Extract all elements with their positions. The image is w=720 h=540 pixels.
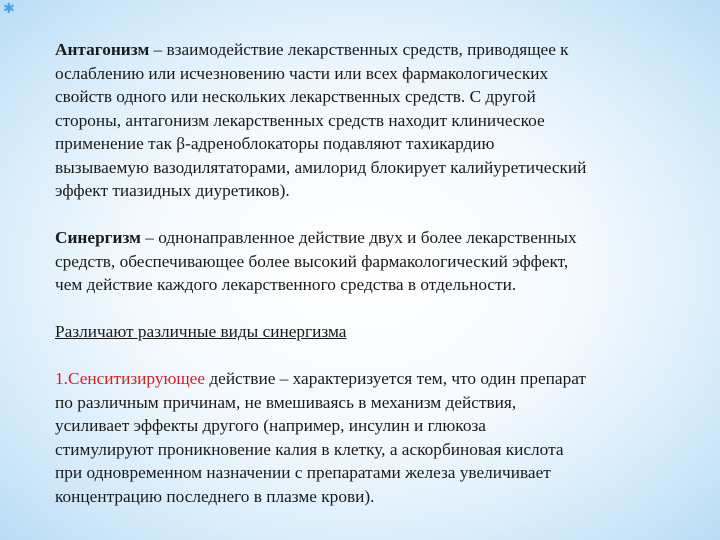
synergism-paragraph [55,226,685,297]
antagonism-line-1: – взаимодействие лекарственных средств, приводящее к [149,40,569,59]
antagonism-line-6: вызываемую вазодилятаторами, амилорид блокирует калийуретический [55,157,587,177]
antagonism-line-4: стороны, антагонизм лекарственных средств находит клиническое [55,110,545,130]
antagonism-line-7: эффект тиазидных диуретиков). [55,181,290,200]
sensitizing-line-5: при одновременном назначении с препаратами железа увеличивает [55,463,551,482]
corner-star-icon: ✱ [3,1,15,17]
antagonism-line-2: ослаблению или исчезновению части или всех фармакологических [55,63,549,83]
antagonism-paragraph [55,38,685,203]
antagonism-term: Антагонизм [55,40,150,59]
paragraph-spacer [55,203,685,227]
slide-text-body [55,38,685,508]
sensitizing-line-2: по различным причинам, не вмешиваясь в механизм действия, [55,392,517,412]
synergism-line-3: чем действие каждого лекарственного средства в отдельности. [55,275,517,294]
sensitizing-line-3: усиливает эффекты другого (например, инсулин и глюкоза [55,416,486,435]
antagonism-line-5: применение так β-адреноблокаторы подавляют тахикардию [55,134,495,153]
synergism-types-heading-paragraph [55,320,685,344]
sensitizing-line-4: стимулируют проникновение калия в клетку, а аскорбиновая кислота [55,439,564,459]
sensitizing-paragraph [55,367,685,508]
antagonism-line-3: свойств одного или нескольких лекарственных средств. С другой [55,87,536,106]
synergism-term: Синергизм [55,228,141,247]
synergism-types-heading: Различают различные виды синергизма [55,322,347,341]
paragraph-spacer [55,297,685,321]
synergism-line-2: средств, обеспечивающее более высокий фармакологический эффект, [55,251,569,271]
paragraph-spacer [55,344,685,368]
sensitizing-line-6: концентрацию последнего в плазме крови). [55,486,375,506]
synergism-line-1: – однонаправленное действие двух и более лекарственных [140,228,577,247]
sensitizing-line-1: действие – характеризуется тем, что один препарат [205,369,586,388]
sensitizing-term: 1.Сенситизирующее [55,369,206,388]
